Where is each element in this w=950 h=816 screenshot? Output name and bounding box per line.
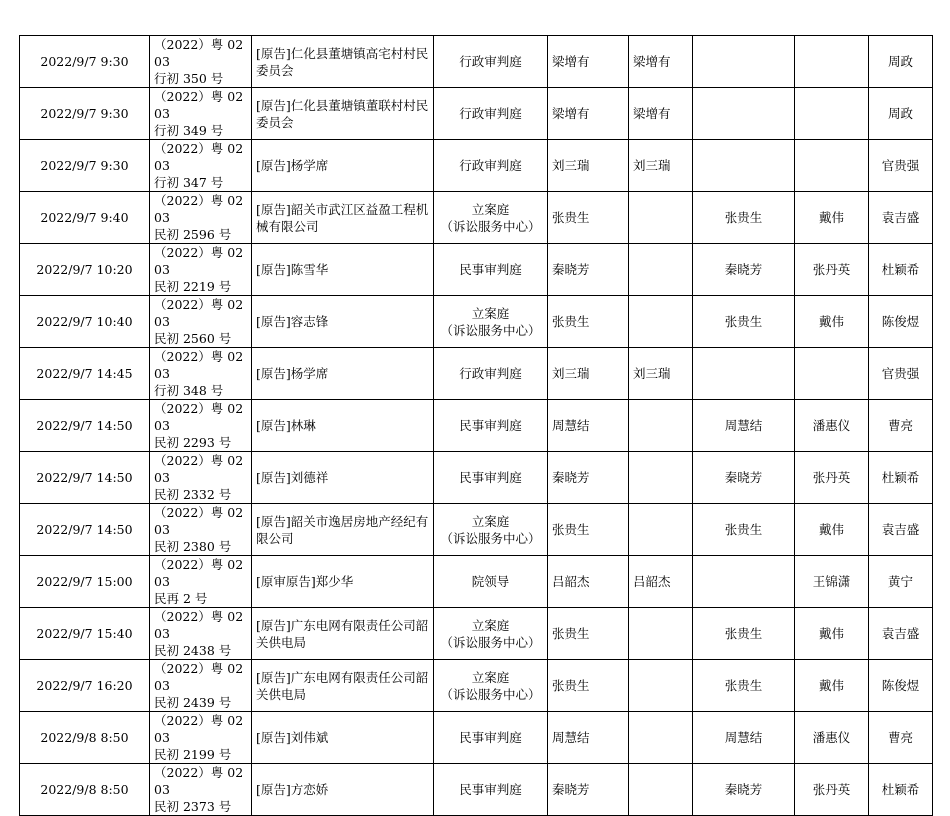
party-cell (252, 764, 434, 816)
party-cell-text: [原告]杨学席 (256, 366, 329, 381)
juror-cell (795, 296, 869, 348)
judge-cell (548, 88, 629, 140)
case-number-cell-text: （2022）粤 0203 (154, 505, 244, 537)
case-number-cell-text: （2022）粤 0203 (154, 557, 244, 589)
court-cell-text: 院领导 (471, 574, 510, 589)
party-cell (252, 296, 434, 348)
juror-cell (795, 400, 869, 452)
party-cell (252, 140, 434, 192)
case-number-cell (150, 88, 252, 140)
presiding-judge-cell-text: 吕韶杰 (633, 574, 671, 589)
time-cell-text: 2022/9/8 8:50 (40, 730, 129, 745)
clerk-cell (869, 504, 933, 556)
case-number-cell-text: 民初 2439 号 (154, 695, 232, 710)
court-cell (434, 348, 548, 400)
panel-member-cell (693, 556, 795, 608)
party-cell (252, 608, 434, 660)
judge-cell (548, 244, 629, 296)
juror-cell (795, 192, 869, 244)
case-number-cell-text: 民初 2199 号 (154, 747, 232, 762)
table-row (20, 244, 933, 296)
judge-cell (548, 764, 629, 816)
presiding-judge-cell (629, 88, 693, 140)
presiding-judge-cell-text: 梁增有 (633, 106, 671, 121)
clerk-cell (869, 140, 933, 192)
presiding-judge-cell (629, 556, 693, 608)
time-cell (20, 400, 150, 452)
panel-member-cell (693, 244, 795, 296)
judge-cell (548, 452, 629, 504)
case-number-cell-text: （2022）粤 0203 (154, 245, 244, 277)
panel-member-cell-text: 张贵生 (724, 314, 763, 329)
case-number-cell-text: 行初 350 号 (154, 71, 224, 86)
court-cell (434, 504, 548, 556)
time-cell-text: 2022/9/7 9:40 (40, 210, 129, 225)
case-number-cell (150, 192, 252, 244)
panel-member-cell (693, 764, 795, 816)
judge-cell-text: 周慧结 (552, 418, 590, 433)
court-cell-text: 民事审判庭 (459, 730, 522, 745)
panel-member-cell-text: 秦晓芳 (724, 262, 763, 277)
time-cell-text: 2022/9/7 15:00 (36, 574, 133, 589)
presiding-judge-cell (629, 712, 693, 764)
juror-cell-text: 张丹英 (812, 782, 851, 797)
time-cell (20, 88, 150, 140)
presiding-judge-cell-text: 刘三瑞 (633, 158, 671, 173)
clerk-cell (869, 88, 933, 140)
panel-member-cell (693, 36, 795, 88)
clerk-cell (869, 452, 933, 504)
case-number-cell (150, 712, 252, 764)
panel-member-cell (693, 348, 795, 400)
judge-cell-text: 秦晓芳 (552, 262, 590, 277)
judge-cell-text: 梁增有 (552, 54, 590, 69)
clerk-cell (869, 608, 933, 660)
case-number-cell-text: （2022）粤 0203 (154, 661, 244, 693)
party-cell-text: [原告]仁化县董塘镇高宅村村民委员会 (256, 45, 429, 78)
party-cell-text: [原告]容志锋 (256, 314, 329, 329)
presiding-judge-cell (629, 296, 693, 348)
party-cell (252, 556, 434, 608)
party-cell-text: [原告]广东电网有限责任公司韶关供电局 (256, 617, 429, 650)
court-cell-text: 立案庭 (471, 513, 510, 529)
juror-cell-text: 潘惠仪 (812, 730, 851, 745)
party-cell-text: [原告]陈雪华 (256, 262, 329, 277)
juror-cell (795, 608, 869, 660)
presiding-judge-cell (629, 36, 693, 88)
clerk-cell-text: 杜颖希 (881, 470, 920, 485)
court-cell (434, 556, 548, 608)
time-cell (20, 140, 150, 192)
case-number-cell (150, 400, 252, 452)
judge-cell (548, 608, 629, 660)
presiding-judge-cell (629, 192, 693, 244)
case-number-cell (150, 660, 252, 712)
time-cell-text: 2022/9/7 10:40 (36, 314, 133, 329)
court-cell-text: （诉讼服务中心） (440, 218, 541, 234)
presiding-judge-cell (629, 764, 693, 816)
case-number-cell-text: （2022）粤 0203 (154, 141, 244, 173)
presiding-judge-cell (629, 348, 693, 400)
presiding-judge-cell (629, 608, 693, 660)
juror-cell (795, 660, 869, 712)
presiding-judge-cell (629, 660, 693, 712)
court-cell-text: （诉讼服务中心） (440, 322, 541, 338)
table-row (20, 348, 933, 400)
judge-cell-text: 张贵生 (552, 314, 590, 329)
case-number-cell (150, 608, 252, 660)
clerk-cell-text: 杜颖希 (881, 782, 920, 797)
judge-cell (548, 348, 629, 400)
clerk-cell-text: 曹亮 (887, 418, 913, 433)
time-cell-text: 2022/9/7 14:45 (36, 366, 133, 381)
time-cell-text: 2022/9/7 14:50 (36, 470, 133, 485)
case-number-cell (150, 36, 252, 88)
time-cell-text: 2022/9/7 16:20 (36, 678, 133, 693)
time-cell (20, 608, 150, 660)
court-cell-text: 民事审判庭 (459, 470, 522, 485)
schedule-body (20, 36, 933, 816)
case-number-cell-text: （2022）粤 0203 (154, 453, 244, 485)
case-number-cell-text: （2022）粤 0203 (154, 713, 244, 745)
clerk-cell-text: 黄宁 (887, 574, 913, 589)
panel-member-cell (693, 400, 795, 452)
case-number-cell-text: 民再 2 号 (154, 591, 208, 606)
case-number-cell-text: 民初 2596 号 (154, 227, 232, 242)
juror-cell-text: 戴伟 (818, 314, 844, 329)
table-row (20, 608, 933, 660)
panel-member-cell-text: 周慧结 (724, 418, 763, 433)
table-row (20, 452, 933, 504)
juror-cell (795, 36, 869, 88)
case-number-cell-text: （2022）粤 0203 (154, 37, 244, 69)
judge-cell-text: 张贵生 (552, 678, 590, 693)
court-cell (434, 88, 548, 140)
court-cell-text: 立案庭 (471, 669, 510, 685)
case-number-cell-text: 行初 347 号 (154, 175, 224, 190)
party-cell (252, 244, 434, 296)
table-row (20, 140, 933, 192)
court-cell-text: 立案庭 (471, 305, 510, 321)
time-cell (20, 192, 150, 244)
case-number-cell-text: 民初 2293 号 (154, 435, 232, 450)
case-number-cell-text: （2022）粤 0203 (154, 609, 244, 641)
court-cell (434, 400, 548, 452)
clerk-cell (869, 400, 933, 452)
court-cell (434, 712, 548, 764)
court-cell-text: 民事审判庭 (459, 782, 522, 797)
table-row (20, 296, 933, 348)
time-cell (20, 36, 150, 88)
judge-cell-text: 张贵生 (552, 626, 590, 641)
court-cell (434, 764, 548, 816)
juror-cell (795, 452, 869, 504)
clerk-cell-text: 陈俊煜 (881, 678, 920, 693)
juror-cell (795, 88, 869, 140)
juror-cell-text: 张丹英 (812, 262, 851, 277)
judge-cell (548, 712, 629, 764)
panel-member-cell (693, 608, 795, 660)
judge-cell-text: 梁增有 (552, 106, 590, 121)
party-cell-text: [原告]刘德祥 (256, 470, 329, 485)
court-cell (434, 192, 548, 244)
time-cell-text: 2022/9/7 9:30 (40, 54, 129, 69)
court-cell-text: 立案庭 (471, 617, 510, 633)
clerk-cell (869, 660, 933, 712)
hearing-schedule-table (19, 35, 933, 816)
clerk-cell-text: 袁吉盛 (881, 522, 920, 537)
time-cell-text: 2022/9/7 15:40 (36, 626, 133, 641)
clerk-cell-text: 陈俊煜 (881, 314, 920, 329)
party-cell (252, 712, 434, 764)
judge-cell (548, 36, 629, 88)
court-cell-text: 行政审判庭 (459, 54, 522, 69)
court-cell (434, 452, 548, 504)
party-cell (252, 660, 434, 712)
party-cell (252, 88, 434, 140)
time-cell-text: 2022/9/7 14:50 (36, 418, 133, 433)
clerk-cell (869, 36, 933, 88)
table-row (20, 660, 933, 712)
panel-member-cell-text: 张贵生 (724, 678, 763, 693)
panel-member-cell (693, 192, 795, 244)
judge-cell (548, 192, 629, 244)
juror-cell-text: 戴伟 (818, 210, 844, 225)
time-cell-text: 2022/9/7 10:20 (36, 262, 133, 277)
panel-member-cell-text: 秦晓芳 (724, 782, 763, 797)
juror-cell-text: 张丹英 (812, 470, 851, 485)
case-number-cell-text: （2022）粤 0203 (154, 765, 244, 797)
time-cell (20, 556, 150, 608)
table-row (20, 400, 933, 452)
court-cell (434, 608, 548, 660)
time-cell (20, 504, 150, 556)
case-number-cell (150, 556, 252, 608)
judge-cell (548, 296, 629, 348)
time-cell-text: 2022/9/7 9:30 (40, 106, 129, 121)
party-cell-text: [原告]林琳 (256, 418, 316, 433)
time-cell (20, 452, 150, 504)
table-row (20, 712, 933, 764)
juror-cell (795, 140, 869, 192)
presiding-judge-cell-text: 梁增有 (633, 54, 671, 69)
case-number-cell-text: 民初 2560 号 (154, 331, 232, 346)
case-number-cell (150, 140, 252, 192)
time-cell (20, 296, 150, 348)
time-cell (20, 660, 150, 712)
panel-member-cell (693, 452, 795, 504)
juror-cell-text: 潘惠仪 (812, 418, 851, 433)
table-row (20, 36, 933, 88)
presiding-judge-cell (629, 504, 693, 556)
party-cell (252, 348, 434, 400)
judge-cell (548, 140, 629, 192)
presiding-judge-cell (629, 452, 693, 504)
case-number-cell-text: （2022）粤 0203 (154, 193, 244, 225)
party-cell (252, 452, 434, 504)
juror-cell (795, 764, 869, 816)
time-cell (20, 348, 150, 400)
party-cell-text: [原审原告]郑少华 (256, 574, 354, 589)
panel-member-cell (693, 660, 795, 712)
case-number-cell-text: （2022）粤 0203 (154, 89, 244, 121)
panel-member-cell (693, 504, 795, 556)
party-cell (252, 504, 434, 556)
court-cell (434, 140, 548, 192)
court-cell (434, 36, 548, 88)
table-row (20, 88, 933, 140)
party-cell (252, 400, 434, 452)
judge-cell-text: 周慧结 (552, 730, 590, 745)
judge-cell (548, 556, 629, 608)
judge-cell-text: 刘三瑞 (552, 158, 590, 173)
table-row (20, 556, 933, 608)
court-cell (434, 296, 548, 348)
juror-cell-text: 戴伟 (818, 522, 844, 537)
case-number-cell-text: 民初 2438 号 (154, 643, 232, 658)
case-number-cell (150, 348, 252, 400)
panel-member-cell-text: 秦晓芳 (724, 470, 763, 485)
clerk-cell (869, 556, 933, 608)
clerk-cell-text: 周政 (887, 106, 913, 121)
presiding-judge-cell (629, 244, 693, 296)
judge-cell (548, 504, 629, 556)
clerk-cell (869, 296, 933, 348)
judge-cell (548, 400, 629, 452)
judge-cell-text: 秦晓芳 (552, 470, 590, 485)
judge-cell-text: 秦晓芳 (552, 782, 590, 797)
court-cell-text: 行政审判庭 (459, 106, 522, 121)
presiding-judge-cell (629, 140, 693, 192)
court-cell-text: 民事审判庭 (459, 262, 522, 277)
court-cell-text: 民事审判庭 (459, 418, 522, 433)
presiding-judge-cell-text: 刘三瑞 (633, 366, 671, 381)
juror-cell-text: 戴伟 (818, 678, 844, 693)
judge-cell-text: 吕韶杰 (552, 574, 590, 589)
case-number-cell (150, 296, 252, 348)
court-cell-text: （诉讼服务中心） (440, 530, 541, 546)
time-cell (20, 712, 150, 764)
clerk-cell (869, 244, 933, 296)
juror-cell (795, 348, 869, 400)
table-row (20, 192, 933, 244)
case-number-cell-text: （2022）粤 0203 (154, 297, 244, 329)
court-cell-text: （诉讼服务中心） (440, 686, 541, 702)
court-cell (434, 244, 548, 296)
clerk-cell (869, 348, 933, 400)
case-number-cell (150, 504, 252, 556)
juror-cell (795, 504, 869, 556)
clerk-cell (869, 764, 933, 816)
judge-cell-text: 张贵生 (552, 522, 590, 537)
court-cell-text: （诉讼服务中心） (440, 634, 541, 650)
panel-member-cell (693, 88, 795, 140)
case-number-cell-text: （2022）粤 0203 (154, 349, 244, 381)
table-row (20, 764, 933, 816)
court-cell (434, 660, 548, 712)
panel-member-cell-text: 周慧结 (724, 730, 763, 745)
party-cell (252, 192, 434, 244)
party-cell-text: [原告]韶关市武江区益盈工程机械有限公司 (256, 201, 429, 234)
time-cell-text: 2022/9/7 9:30 (40, 158, 129, 173)
clerk-cell-text: 周政 (887, 54, 913, 69)
case-number-cell-text: （2022）粤 0203 (154, 401, 244, 433)
party-cell-text: [原告]方恋娇 (256, 782, 329, 797)
party-cell-text: [原告]仁化县董塘镇董联村村民委员会 (256, 97, 429, 130)
party-cell-text: [原告]刘伟斌 (256, 730, 329, 745)
panel-member-cell (693, 296, 795, 348)
juror-cell (795, 556, 869, 608)
party-cell (252, 36, 434, 88)
time-cell-text: 2022/9/7 14:50 (36, 522, 133, 537)
party-cell-text: [原告]韶关市逸居房地产经纪有限公司 (256, 513, 429, 546)
case-number-cell-text: 行初 349 号 (154, 123, 224, 138)
clerk-cell-text: 杜颖希 (881, 262, 920, 277)
juror-cell (795, 712, 869, 764)
panel-member-cell-text: 张贵生 (724, 626, 763, 641)
juror-cell-text: 戴伟 (818, 626, 844, 641)
court-cell-text: 立案庭 (471, 201, 510, 217)
judge-cell (548, 660, 629, 712)
table-row (20, 504, 933, 556)
time-cell-text: 2022/9/8 8:50 (40, 782, 129, 797)
case-number-cell (150, 452, 252, 504)
case-number-cell-text: 民初 2380 号 (154, 539, 232, 554)
panel-member-cell-text: 张贵生 (724, 210, 763, 225)
court-cell-text: 行政审判庭 (459, 158, 522, 173)
case-number-cell-text: 民初 2373 号 (154, 799, 232, 814)
case-number-cell (150, 764, 252, 816)
party-cell-text: [原告]广东电网有限责任公司韶关供电局 (256, 669, 429, 702)
case-number-cell-text: 民初 2332 号 (154, 487, 232, 502)
clerk-cell-text: 袁吉盛 (881, 210, 920, 225)
party-cell-text: [原告]杨学席 (256, 158, 329, 173)
judge-cell-text: 刘三瑞 (552, 366, 590, 381)
case-number-cell-text: 行初 348 号 (154, 383, 224, 398)
case-number-cell-text: 民初 2219 号 (154, 279, 232, 294)
clerk-cell-text: 曹亮 (887, 730, 913, 745)
time-cell (20, 244, 150, 296)
time-cell (20, 764, 150, 816)
clerk-cell (869, 712, 933, 764)
clerk-cell-text: 袁吉盛 (881, 626, 920, 641)
presiding-judge-cell (629, 400, 693, 452)
clerk-cell (869, 192, 933, 244)
court-cell-text: 行政审判庭 (459, 366, 522, 381)
judge-cell-text: 张贵生 (552, 210, 590, 225)
juror-cell-text: 王锦潇 (812, 574, 851, 589)
case-number-cell (150, 244, 252, 296)
panel-member-cell (693, 140, 795, 192)
panel-member-cell-text: 张贵生 (724, 522, 763, 537)
clerk-cell-text: 官贵强 (881, 158, 920, 173)
clerk-cell-text: 官贵强 (881, 366, 920, 381)
juror-cell (795, 244, 869, 296)
panel-member-cell (693, 712, 795, 764)
